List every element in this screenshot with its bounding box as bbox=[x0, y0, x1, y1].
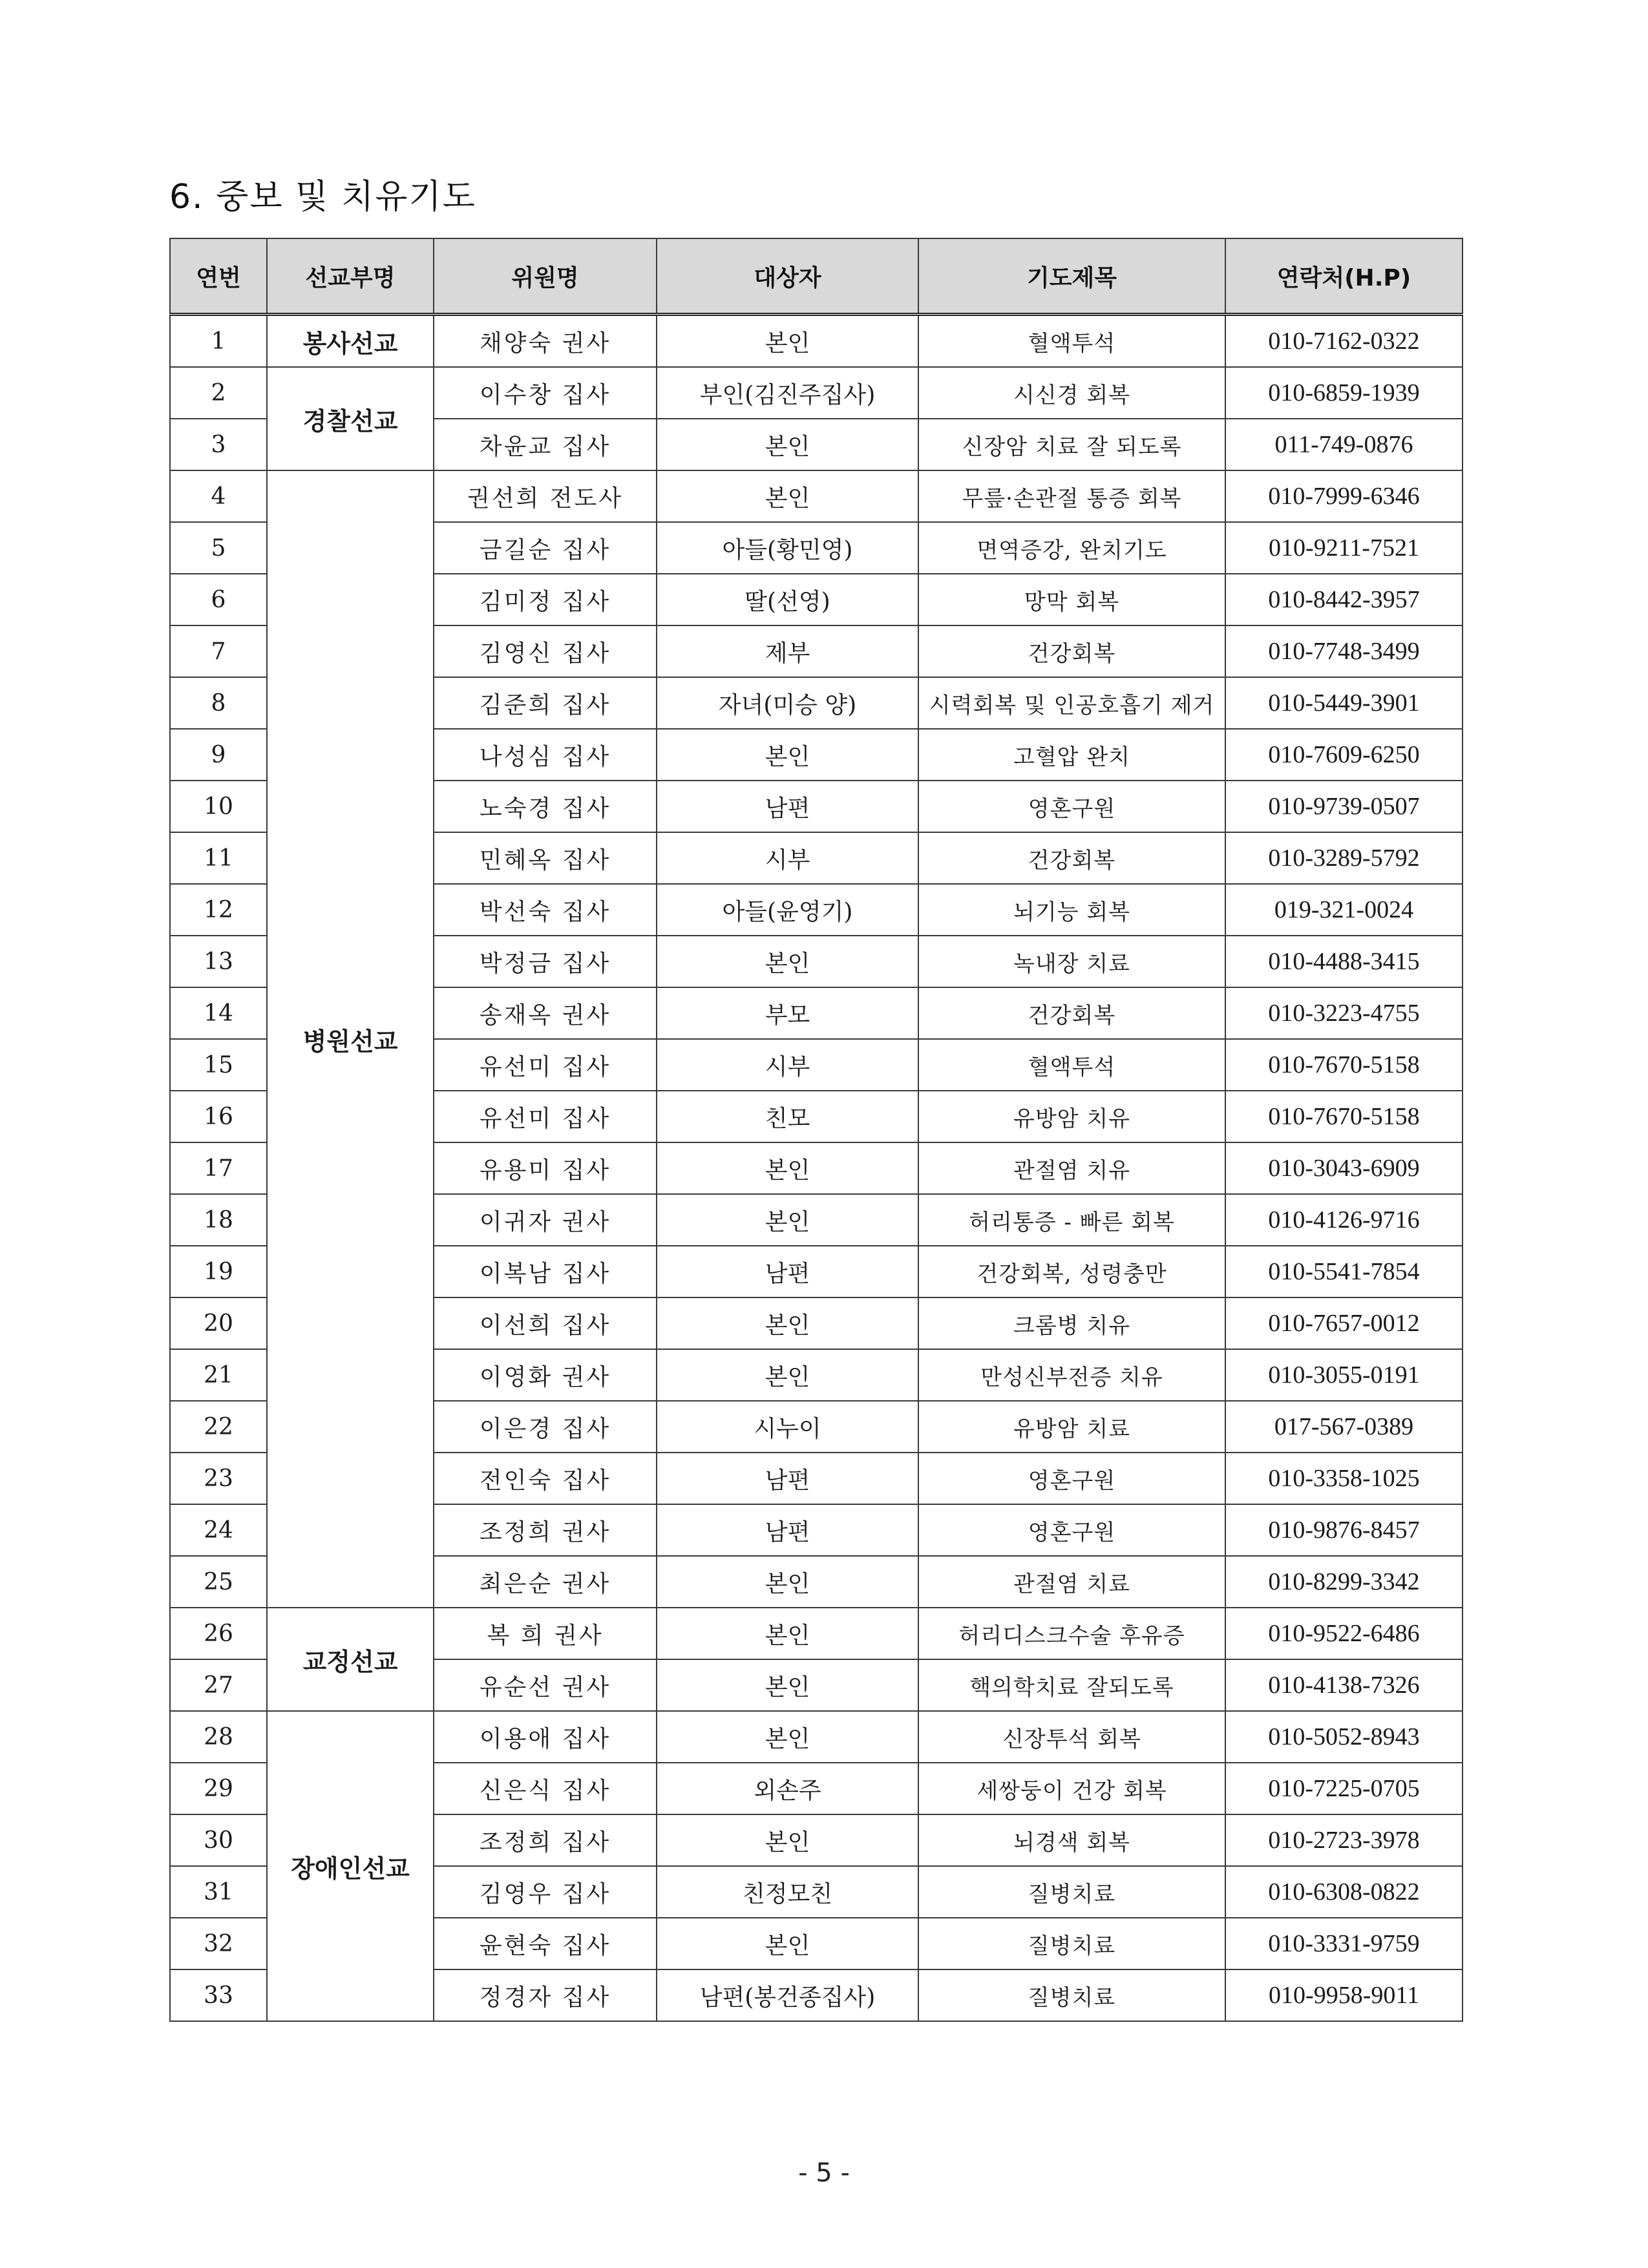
cell-name: 유선미 집사 bbox=[434, 1039, 657, 1091]
cell-no: 11 bbox=[170, 832, 267, 884]
cell-no: 24 bbox=[170, 1504, 267, 1556]
cell-target: 딸(선영) bbox=[657, 574, 918, 625]
cell-name: 채양숙 권사 bbox=[434, 315, 657, 368]
cell-no: 10 bbox=[170, 781, 267, 832]
cell-no: 16 bbox=[170, 1091, 267, 1142]
cell-phone: 010-5052-8943 bbox=[1225, 1711, 1463, 1763]
cell-title: 영혼구원 bbox=[918, 781, 1225, 832]
cell-phone: 010-5541-7854 bbox=[1225, 1246, 1463, 1297]
cell-name: 복 희 권사 bbox=[434, 1608, 657, 1659]
cell-name: 노숙경 집사 bbox=[434, 781, 657, 832]
cell-name: 조정희 집사 bbox=[434, 1814, 657, 1866]
cell-target: 남편 bbox=[657, 1246, 918, 1297]
cell-no: 3 bbox=[170, 419, 267, 470]
table-row bbox=[170, 1711, 1463, 1763]
cell-phone: 010-3043-6909 bbox=[1225, 1142, 1463, 1194]
cell-title: 허리통증 - 빠른 회복 bbox=[918, 1194, 1225, 1246]
cell-name: 윤현숙 집사 bbox=[434, 1918, 657, 1969]
cell-title: 유방암 치유 bbox=[918, 1091, 1225, 1142]
cell-no: 33 bbox=[170, 1969, 267, 2021]
cell-target: 남편 bbox=[657, 1453, 918, 1504]
cell-name: 정경자 집사 bbox=[434, 1969, 657, 2021]
cell-no: 1 bbox=[170, 315, 267, 368]
cell-name: 송재옥 권사 bbox=[434, 987, 657, 1039]
cell-target: 본인 bbox=[657, 1918, 918, 1969]
header-no: 연번 bbox=[170, 238, 267, 315]
cell-target: 본인 bbox=[657, 419, 918, 470]
cell-target: 남편 bbox=[657, 781, 918, 832]
cell-title: 질병치료 bbox=[918, 1969, 1225, 2021]
cell-name: 박정금 집사 bbox=[434, 936, 657, 987]
cell-phone: 010-5449-3901 bbox=[1225, 677, 1463, 729]
cell-phone: 010-4488-3415 bbox=[1225, 936, 1463, 987]
cell-dept: 교정선교 bbox=[267, 1608, 434, 1711]
cell-no: 25 bbox=[170, 1556, 267, 1608]
cell-target: 본인 bbox=[657, 470, 918, 522]
cell-name: 최은순 권사 bbox=[434, 1556, 657, 1608]
cell-target: 시누이 bbox=[657, 1401, 918, 1453]
header-dept: 선교부명 bbox=[267, 238, 434, 315]
cell-name: 나성심 집사 bbox=[434, 729, 657, 781]
cell-title: 무릎·손관절 통증 회복 bbox=[918, 470, 1225, 522]
section-title: 6. 중보 및 치유기도 bbox=[169, 178, 476, 216]
cell-target: 친정모친 bbox=[657, 1866, 918, 1918]
cell-target: 아들(윤영기) bbox=[657, 884, 918, 936]
cell-target: 본인 bbox=[657, 315, 918, 368]
cell-no: 21 bbox=[170, 1349, 267, 1401]
cell-name: 이귀자 권사 bbox=[434, 1194, 657, 1246]
cell-no: 9 bbox=[170, 729, 267, 781]
cell-phone: 010-4138-7326 bbox=[1225, 1659, 1463, 1711]
cell-title: 망막 회복 bbox=[918, 574, 1225, 625]
cell-target: 남편 bbox=[657, 1504, 918, 1556]
cell-name: 이복남 집사 bbox=[434, 1246, 657, 1297]
cell-title: 만성신부전증 치유 bbox=[918, 1349, 1225, 1401]
cell-phone: 010-3223-4755 bbox=[1225, 987, 1463, 1039]
table-body bbox=[170, 315, 1463, 2022]
cell-dept: 병원선교 bbox=[267, 470, 434, 1608]
cell-title: 질병치료 bbox=[918, 1918, 1225, 1969]
cell-phone: 010-2723-3978 bbox=[1225, 1814, 1463, 1866]
cell-title: 뇌경색 회복 bbox=[918, 1814, 1225, 1866]
cell-no: 23 bbox=[170, 1453, 267, 1504]
cell-title: 건강회복, 성령충만 bbox=[918, 1246, 1225, 1297]
cell-no: 26 bbox=[170, 1608, 267, 1659]
header-phone: 연락처(H.P) bbox=[1225, 238, 1463, 315]
cell-name: 전인숙 집사 bbox=[434, 1453, 657, 1504]
cell-title: 영혼구원 bbox=[918, 1453, 1225, 1504]
cell-no: 19 bbox=[170, 1246, 267, 1297]
prayer-request-table bbox=[169, 238, 1463, 2022]
cell-target: 본인 bbox=[657, 1814, 918, 1866]
cell-target: 시부 bbox=[657, 1039, 918, 1091]
cell-no: 12 bbox=[170, 884, 267, 936]
cell-dept: 장애인선교 bbox=[267, 1711, 434, 2021]
cell-target: 본인 bbox=[657, 1711, 918, 1763]
cell-no: 29 bbox=[170, 1763, 267, 1814]
cell-title: 건강회복 bbox=[918, 832, 1225, 884]
cell-target: 본인 bbox=[657, 1142, 918, 1194]
cell-target: 친모 bbox=[657, 1091, 918, 1142]
cell-no: 15 bbox=[170, 1039, 267, 1091]
table-row bbox=[170, 1608, 1463, 1659]
cell-target: 남편(봉건종집사) bbox=[657, 1969, 918, 2021]
cell-phone: 010-7657-0012 bbox=[1225, 1297, 1463, 1349]
cell-name: 금길순 집사 bbox=[434, 522, 657, 574]
cell-name: 김영신 집사 bbox=[434, 625, 657, 677]
cell-name: 유순선 권사 bbox=[434, 1659, 657, 1711]
cell-no: 17 bbox=[170, 1142, 267, 1194]
cell-no: 22 bbox=[170, 1401, 267, 1453]
cell-name: 유선미 집사 bbox=[434, 1091, 657, 1142]
cell-title: 영혼구원 bbox=[918, 1504, 1225, 1556]
cell-name: 권선희 전도사 bbox=[434, 470, 657, 522]
cell-name: 김영우 집사 bbox=[434, 1866, 657, 1918]
cell-no: 14 bbox=[170, 987, 267, 1039]
cell-phone: 010-6308-0822 bbox=[1225, 1866, 1463, 1918]
cell-title: 시력회복 및 인공호흡기 제거 bbox=[918, 677, 1225, 729]
header-name: 위원명 bbox=[434, 238, 657, 315]
cell-name: 박선숙 집사 bbox=[434, 884, 657, 936]
cell-target: 자녀(미승 양) bbox=[657, 677, 918, 729]
cell-no: 13 bbox=[170, 936, 267, 987]
cell-target: 본인 bbox=[657, 729, 918, 781]
cell-title: 관절염 치료 bbox=[918, 1556, 1225, 1608]
cell-phone: 010-8442-3957 bbox=[1225, 574, 1463, 625]
table-row bbox=[170, 470, 1463, 522]
cell-title: 질병치료 bbox=[918, 1866, 1225, 1918]
cell-no: 28 bbox=[170, 1711, 267, 1763]
cell-title: 허리디스크수술 후유증 bbox=[918, 1608, 1225, 1659]
table-row bbox=[170, 367, 1463, 419]
cell-target: 본인 bbox=[657, 1297, 918, 1349]
cell-target: 아들(황민영) bbox=[657, 522, 918, 574]
cell-phone: 010-3358-1025 bbox=[1225, 1453, 1463, 1504]
cell-title: 고혈압 완치 bbox=[918, 729, 1225, 781]
cell-phone: 010-7162-0322 bbox=[1225, 315, 1463, 368]
cell-title: 신장암 치료 잘 되도록 bbox=[918, 419, 1225, 470]
cell-phone: 010-7748-3499 bbox=[1225, 625, 1463, 677]
cell-no: 2 bbox=[170, 367, 267, 419]
cell-title: 세쌍둥이 건강 회복 bbox=[918, 1763, 1225, 1814]
cell-phone: 010-6859-1939 bbox=[1225, 367, 1463, 419]
cell-no: 30 bbox=[170, 1814, 267, 1866]
cell-title: 건강회복 bbox=[918, 987, 1225, 1039]
cell-title: 뇌기능 회복 bbox=[918, 884, 1225, 936]
cell-target: 부모 bbox=[657, 987, 918, 1039]
page-number: - 5 - bbox=[798, 2158, 850, 2188]
cell-title: 크롬병 치유 bbox=[918, 1297, 1225, 1349]
cell-target: 본인 bbox=[657, 936, 918, 987]
cell-title: 혈액투석 bbox=[918, 1039, 1225, 1091]
table-row bbox=[170, 315, 1463, 368]
cell-title: 핵의학치료 잘되도록 bbox=[918, 1659, 1225, 1711]
cell-target: 본인 bbox=[657, 1349, 918, 1401]
cell-phone: 017-567-0389 bbox=[1225, 1401, 1463, 1453]
cell-title: 유방암 치료 bbox=[918, 1401, 1225, 1453]
cell-no: 4 bbox=[170, 470, 267, 522]
cell-name: 이수창 집사 bbox=[434, 367, 657, 419]
cell-name: 이용애 집사 bbox=[434, 1711, 657, 1763]
cell-phone: 010-7670-5158 bbox=[1225, 1091, 1463, 1142]
cell-phone: 019-321-0024 bbox=[1225, 884, 1463, 936]
cell-name: 김미정 집사 bbox=[434, 574, 657, 625]
cell-no: 6 bbox=[170, 574, 267, 625]
cell-phone: 010-7999-6346 bbox=[1225, 470, 1463, 522]
cell-name: 신은식 집사 bbox=[434, 1763, 657, 1814]
cell-no: 20 bbox=[170, 1297, 267, 1349]
cell-title: 신장투석 회복 bbox=[918, 1711, 1225, 1763]
cell-target: 본인 bbox=[657, 1608, 918, 1659]
cell-name: 민혜옥 집사 bbox=[434, 832, 657, 884]
cell-name: 김준희 집사 bbox=[434, 677, 657, 729]
cell-target: 본인 bbox=[657, 1556, 918, 1608]
cell-title: 건강회복 bbox=[918, 625, 1225, 677]
header-title: 기도제목 bbox=[918, 238, 1225, 315]
cell-no: 18 bbox=[170, 1194, 267, 1246]
cell-phone: 010-7225-0705 bbox=[1225, 1763, 1463, 1814]
cell-no: 32 bbox=[170, 1918, 267, 1969]
cell-name: 이영화 권사 bbox=[434, 1349, 657, 1401]
cell-phone: 010-9876-8457 bbox=[1225, 1504, 1463, 1556]
cell-name: 이은경 집사 bbox=[434, 1401, 657, 1453]
cell-target: 외손주 bbox=[657, 1763, 918, 1814]
cell-no: 7 bbox=[170, 625, 267, 677]
header-row bbox=[170, 238, 1463, 315]
cell-name: 차윤교 집사 bbox=[434, 419, 657, 470]
cell-phone: 010-4126-9716 bbox=[1225, 1194, 1463, 1246]
cell-phone: 011-749-0876 bbox=[1225, 419, 1463, 470]
cell-phone: 010-3055-0191 bbox=[1225, 1349, 1463, 1401]
cell-target: 제부 bbox=[657, 625, 918, 677]
table-header bbox=[170, 238, 1463, 315]
cell-target: 부인(김진주집사) bbox=[657, 367, 918, 419]
cell-dept: 경찰선교 bbox=[267, 367, 434, 470]
cell-no: 8 bbox=[170, 677, 267, 729]
cell-target: 본인 bbox=[657, 1194, 918, 1246]
cell-phone: 010-9958-9011 bbox=[1225, 1969, 1463, 2021]
cell-phone: 010-8299-3342 bbox=[1225, 1556, 1463, 1608]
cell-no: 31 bbox=[170, 1866, 267, 1918]
cell-no: 5 bbox=[170, 522, 267, 574]
cell-title: 시신경 회복 bbox=[918, 367, 1225, 419]
cell-title: 관절염 치유 bbox=[918, 1142, 1225, 1194]
cell-title: 혈액투석 bbox=[918, 315, 1225, 368]
cell-phone: 010-7670-5158 bbox=[1225, 1039, 1463, 1091]
cell-phone: 010-9522-6486 bbox=[1225, 1608, 1463, 1659]
cell-name: 조정희 권사 bbox=[434, 1504, 657, 1556]
cell-phone: 010-7609-6250 bbox=[1225, 729, 1463, 781]
cell-phone: 010-3331-9759 bbox=[1225, 1918, 1463, 1969]
cell-dept: 봉사선교 bbox=[267, 315, 434, 368]
cell-no: 27 bbox=[170, 1659, 267, 1711]
cell-title: 면역증강, 완치기도 bbox=[918, 522, 1225, 574]
cell-phone: 010-9739-0507 bbox=[1225, 781, 1463, 832]
header-target: 대상자 bbox=[657, 238, 918, 315]
cell-name: 유용미 집사 bbox=[434, 1142, 657, 1194]
cell-target: 시부 bbox=[657, 832, 918, 884]
cell-target: 본인 bbox=[657, 1659, 918, 1711]
cell-title: 녹내장 치료 bbox=[918, 936, 1225, 987]
cell-phone: 010-9211-7521 bbox=[1225, 522, 1463, 574]
cell-phone: 010-3289-5792 bbox=[1225, 832, 1463, 884]
cell-name: 이선희 집사 bbox=[434, 1297, 657, 1349]
